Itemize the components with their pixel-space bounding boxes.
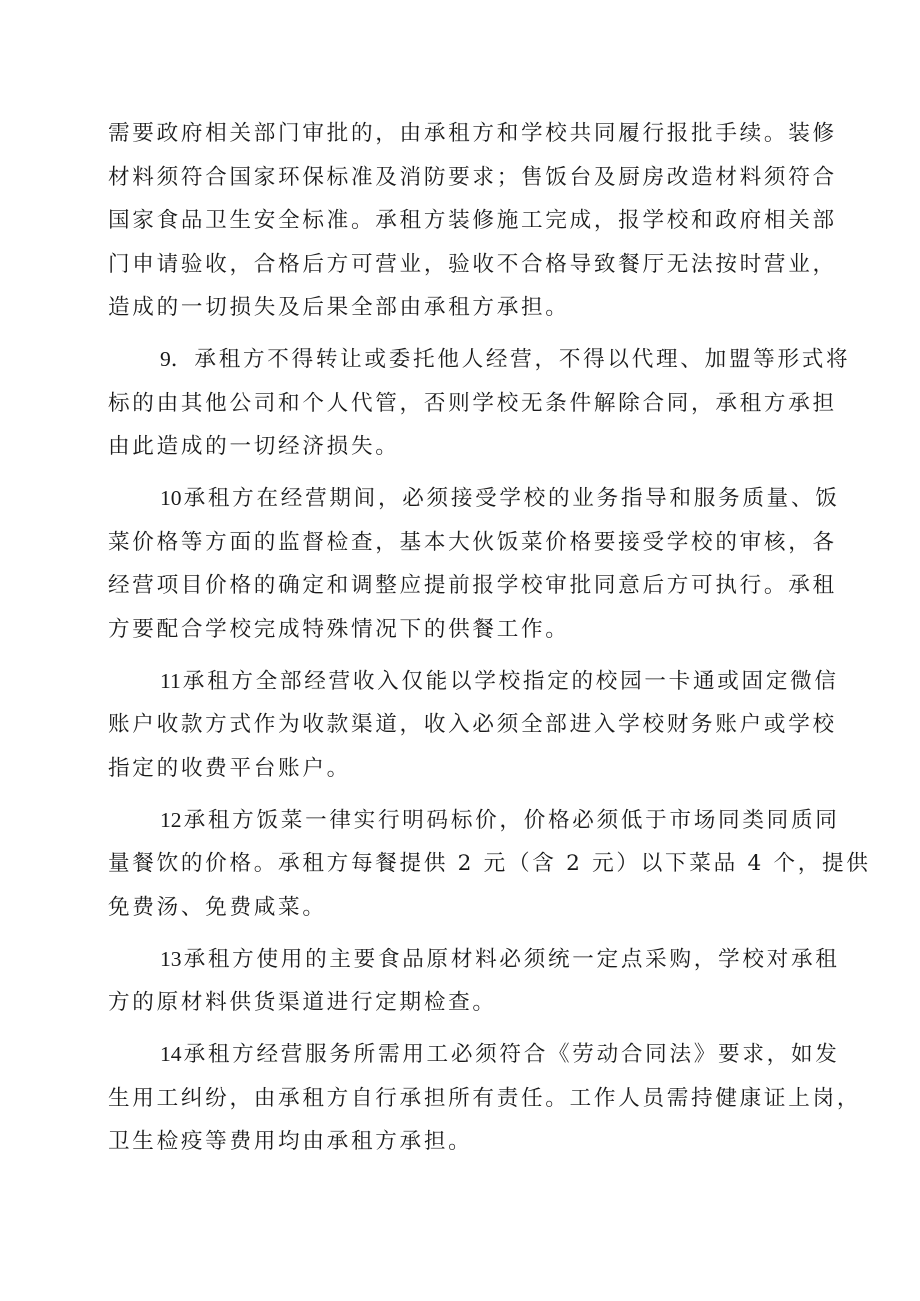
text-line: [108, 799, 840, 843]
text-line: 免费汤、免费咸菜。: [108, 894, 327, 920]
clause-number: 12: [160, 807, 182, 832]
paragraph-clause-12: [108, 799, 871, 930]
clause-number: 13: [160, 946, 182, 971]
clause-number: 10: [160, 486, 182, 511]
text-line: [108, 477, 840, 521]
text-line: [108, 660, 839, 704]
clause-number: 11: [160, 668, 181, 693]
text-line: 方的原材料供货渠道进行定期检查。: [108, 990, 497, 1016]
clause-number: 9．: [160, 347, 193, 372]
paragraph-clause-11: [108, 660, 839, 791]
clause-number: 14: [160, 1042, 182, 1066]
text-line: 由此造成的一切经济损失。: [108, 434, 400, 460]
text-run: 承租方全部经营收入仅能以学校指定的校园一卡通或固定微信: [182, 668, 839, 694]
text-line: 需要政府相关部门审批的，由承租方和学校共同履行报批手续。装修: [108, 121, 837, 146]
text-line: 材料须符合国家环保标准及消防要求；售饭台及厨房改造材料须符合: [108, 164, 837, 190]
text-line: 账户收款方式作为收款渠道，收入必须全部进入学校财务账户或学校: [108, 712, 837, 738]
text-run: 承租方经营服务所需用工必须符合《劳动合同法》要求，如发: [183, 1042, 840, 1067]
text-line: [108, 938, 840, 982]
text-line: 标的由其他公司和个人代管，否则学校无条件解除合同，承租方承担: [108, 390, 837, 416]
text-run: 承租方使用的主要食品原材料必须统一定点采购，学校对承租: [183, 946, 840, 972]
paragraph-clause-14: [108, 1033, 862, 1164]
text-line: 门申请验收，合格后方可营业，验收不合格导致餐厅无法按时营业，: [108, 251, 837, 277]
text-run: 承租方不得转让或委托他人经营，不得以代理、加盟等形式将: [194, 347, 851, 373]
text-line: 生用工纠纷，由承租方自行承担所有责任。工作人员需持健康证上岗，: [108, 1085, 862, 1111]
text-line: 造成的一切损失及后果全部由承租方承担。: [108, 295, 570, 321]
text-line: 卫生检疫等费用均由承租方承担。: [108, 1129, 473, 1155]
text-line: 菜价格等方面的监督检查，基本大伙饭菜价格要接受学校的审核，各: [108, 529, 837, 555]
text-line: 国家食品卫生安全标准。承租方装修施工完成，报学校和政府相关部: [108, 208, 837, 234]
text-line: 经营项目价格的确定和调整应提前报学校审批同意后方可执行。承租: [108, 573, 837, 599]
paragraph-clause-13: [108, 938, 840, 1025]
paragraph-clause-9: [108, 338, 851, 469]
paragraph-clause-10: [108, 477, 840, 651]
paragraph-continuation: [108, 112, 837, 330]
text-line: 方要配合学校完成特殊情况下的供餐工作。: [108, 616, 570, 642]
text-line: 量餐饮的价格。承租方每餐提供 2 元（含 2 元）以下菜品 4 个，提供: [108, 851, 871, 877]
text-line: [108, 1033, 840, 1077]
text-line: [108, 338, 851, 382]
text-run: 承租方在经营期间，必须接受学校的业务指导和服务质量、饭: [183, 486, 840, 512]
document-page: [108, 112, 871, 1172]
text-line: 指定的收费平台账户。: [108, 755, 351, 781]
text-run: 承租方饭菜一律实行明码标价，价格必须低于市场同类同质同: [183, 807, 840, 833]
